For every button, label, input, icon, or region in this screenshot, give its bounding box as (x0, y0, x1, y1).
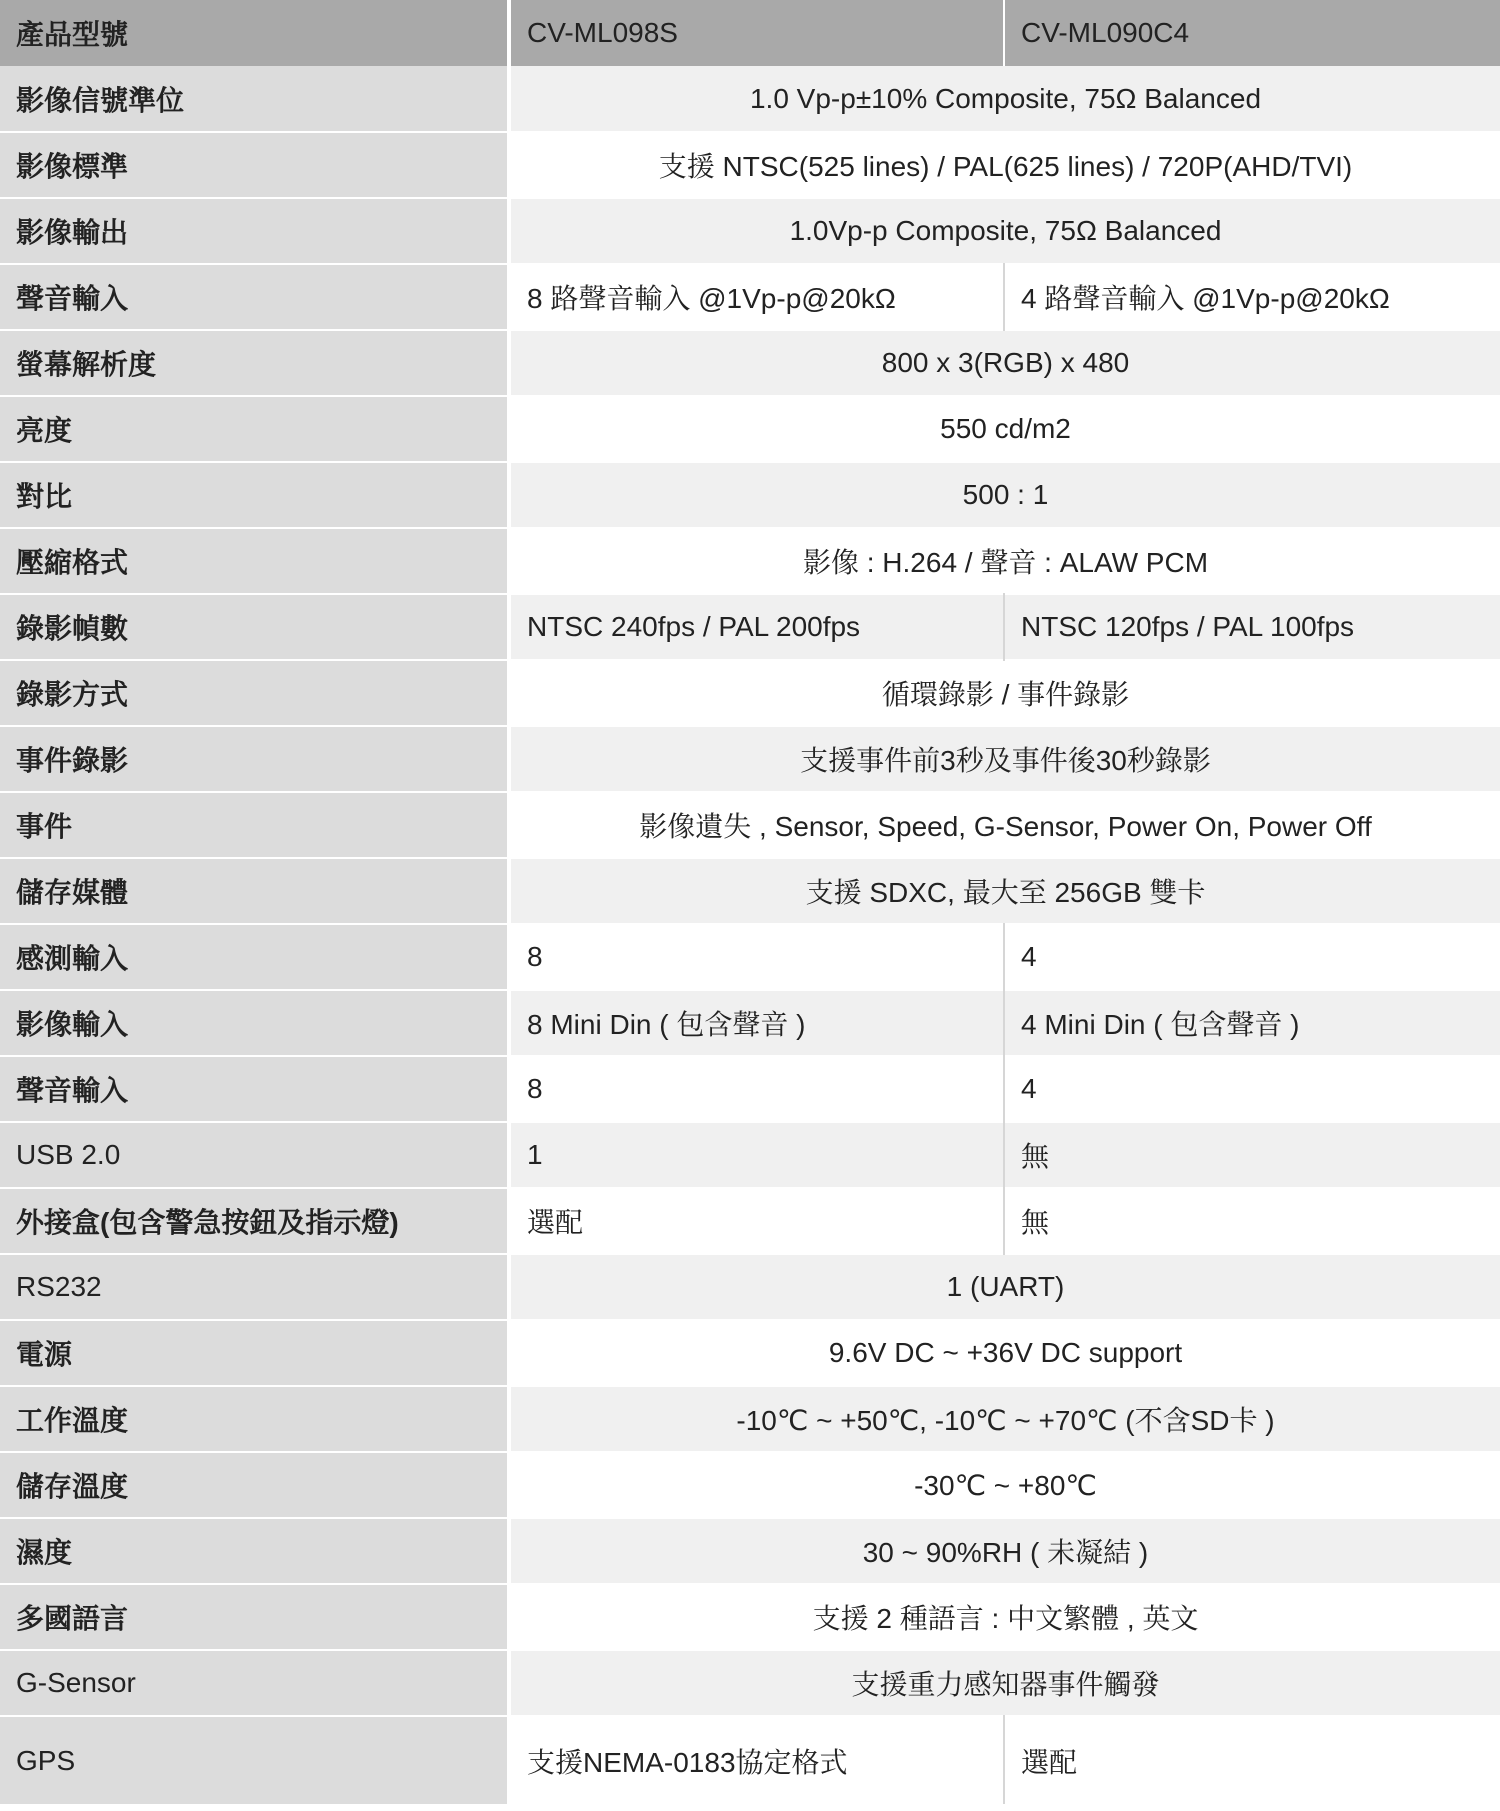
table-row (0, 1518, 1500, 1584)
row-label: 影像輸入 (0, 990, 509, 1056)
table-row (0, 1452, 1500, 1518)
row-label: 聲音輸入 (0, 264, 509, 330)
row-label: 影像信號準位 (0, 66, 509, 132)
row-label: 事件 (0, 792, 509, 858)
table-row (0, 1254, 1500, 1320)
row-label: 儲存媒體 (0, 858, 509, 924)
row-value-model-b: 選配 (1004, 1716, 1500, 1804)
row-label: G-Sensor (0, 1650, 509, 1716)
row-value: 1.0Vp-p Composite, 75Ω Balanced (509, 198, 1500, 264)
table-row (0, 132, 1500, 198)
table-row (0, 726, 1500, 792)
row-label: 儲存溫度 (0, 1452, 509, 1518)
table-row (0, 396, 1500, 462)
table-row (0, 264, 1500, 330)
table-row (0, 594, 1500, 660)
row-label: GPS (0, 1716, 509, 1804)
row-label: 錄影方式 (0, 660, 509, 726)
row-value-model-b: 4 (1004, 924, 1500, 990)
row-value: 500 : 1 (509, 462, 1500, 528)
table-row (0, 330, 1500, 396)
row-value-model-a: 支援NEMA-0183協定格式 (509, 1716, 1004, 1804)
row-value: 800 x 3(RGB) x 480 (509, 330, 1500, 396)
row-value-model-b: NTSC 120fps / PAL 100fps (1004, 594, 1500, 660)
row-value-model-b: 4 Mini Din ( 包含聲音 ) (1004, 990, 1500, 1056)
row-label: 對比 (0, 462, 509, 528)
row-value: -30℃ ~ +80℃ (509, 1452, 1500, 1518)
header-label: 產品型號 (0, 0, 509, 66)
row-label: 外接盒(包含警急按鈕及指示燈) (0, 1188, 509, 1254)
row-value: 30 ~ 90%RH ( 未凝結 ) (509, 1518, 1500, 1584)
row-value-model-a: NTSC 240fps / PAL 200fps (509, 594, 1004, 660)
row-label: USB 2.0 (0, 1122, 509, 1188)
header-model-a: CV-ML098S (509, 0, 1004, 66)
header-row (0, 0, 1500, 66)
table-row (0, 462, 1500, 528)
table-row (0, 660, 1500, 726)
row-label: 多國語言 (0, 1584, 509, 1650)
table-row (0, 1122, 1500, 1188)
row-value: 支援事件前3秒及事件後30秒錄影 (509, 726, 1500, 792)
row-value: -10℃ ~ +50℃, -10℃ ~ +70℃ (不含SD卡 ) (509, 1386, 1500, 1452)
row-label: 感測輸入 (0, 924, 509, 990)
table-row (0, 990, 1500, 1056)
header-model-b: CV-ML090C4 (1004, 0, 1500, 66)
row-value: 支援 NTSC(525 lines) / PAL(625 lines) / 720P(AHD/TVI) (509, 132, 1500, 198)
row-value: 1 (UART) (509, 1254, 1500, 1320)
row-value-model-b: 無 (1004, 1122, 1500, 1188)
table-row (0, 198, 1500, 264)
table-row (0, 1716, 1500, 1804)
row-value: 550 cd/m2 (509, 396, 1500, 462)
table-row (0, 858, 1500, 924)
row-label: 錄影幀數 (0, 594, 509, 660)
row-value-model-a: 1 (509, 1122, 1004, 1188)
row-label: 電源 (0, 1320, 509, 1386)
row-value: 支援 2 種語言 : 中文繁體 , 英文 (509, 1584, 1500, 1650)
row-value: 影像遺失 , Sensor, Speed, G-Sensor, Power On, Power Off (509, 792, 1500, 858)
row-value-model-a: 8 Mini Din ( 包含聲音 ) (509, 990, 1004, 1056)
row-value: 1.0 Vp-p±10% Composite, 75Ω Balanced (509, 66, 1500, 132)
table-row (0, 924, 1500, 990)
row-value-model-a: 8 (509, 1056, 1004, 1122)
row-label: 亮度 (0, 396, 509, 462)
row-value-model-b: 4 (1004, 1056, 1500, 1122)
row-value: 支援重力感知器事件觸發 (509, 1650, 1500, 1716)
row-value-model-a: 8 路聲音輸入 @1Vp-p@20kΩ (509, 264, 1004, 330)
table-row (0, 1320, 1500, 1386)
row-value: 影像 : H.264 / 聲音 : ALAW PCM (509, 528, 1500, 594)
row-value: 循環錄影 / 事件錄影 (509, 660, 1500, 726)
row-value: 9.6V DC ~ +36V DC support (509, 1320, 1500, 1386)
row-value-model-b: 無 (1004, 1188, 1500, 1254)
row-value: 支援 SDXC, 最大至 256GB 雙卡 (509, 858, 1500, 924)
row-label: 影像輸出 (0, 198, 509, 264)
table-row (0, 1188, 1500, 1254)
table-row (0, 1386, 1500, 1452)
row-value-model-a: 8 (509, 924, 1004, 990)
table-row (0, 1056, 1500, 1122)
table-row (0, 1584, 1500, 1650)
table-row (0, 1650, 1500, 1716)
table-row (0, 792, 1500, 858)
row-label: 事件錄影 (0, 726, 509, 792)
row-label: 濕度 (0, 1518, 509, 1584)
table-row (0, 66, 1500, 132)
row-value-model-b: 4 路聲音輸入 @1Vp-p@20kΩ (1004, 264, 1500, 330)
row-value-model-a: 選配 (509, 1188, 1004, 1254)
row-label: 壓縮格式 (0, 528, 509, 594)
row-label: 工作溫度 (0, 1386, 509, 1452)
row-label: RS232 (0, 1254, 509, 1320)
table-row (0, 528, 1500, 594)
row-label: 影像標準 (0, 132, 509, 198)
row-label: 聲音輸入 (0, 1056, 509, 1122)
row-label: 螢幕解析度 (0, 330, 509, 396)
